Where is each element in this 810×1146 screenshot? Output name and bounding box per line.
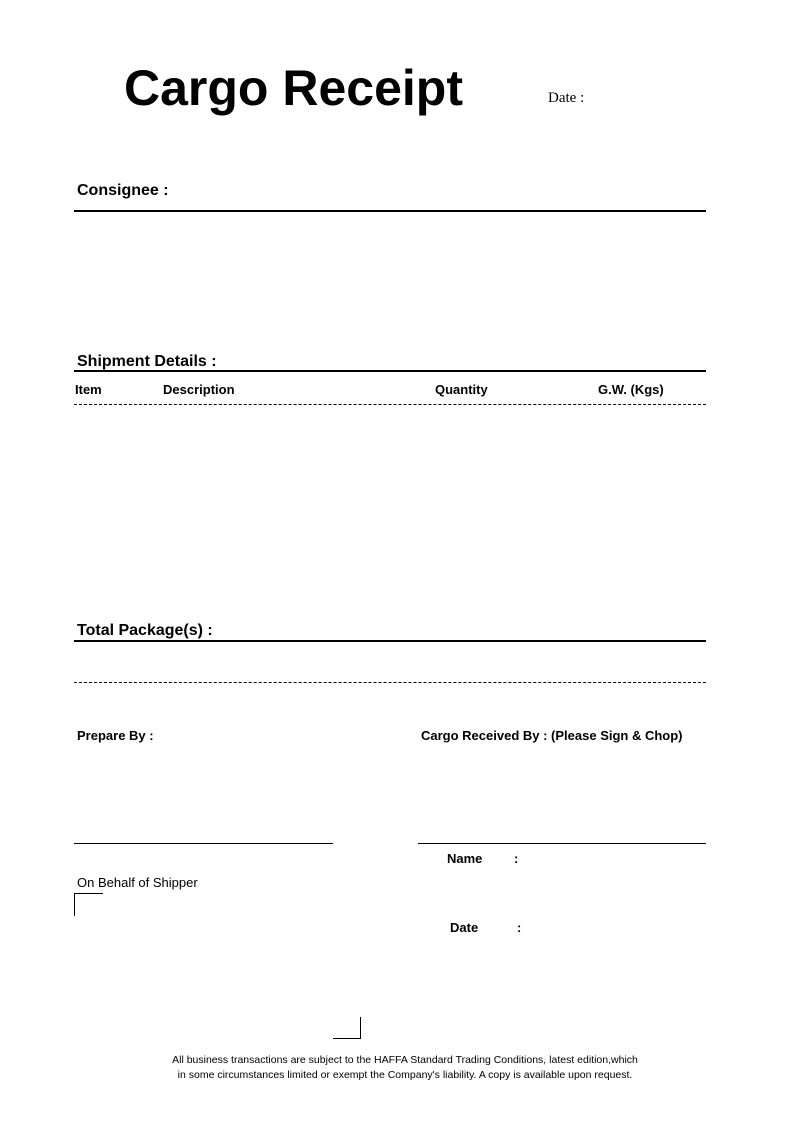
name-label: Name <box>447 851 483 866</box>
total-rule <box>74 640 706 642</box>
name-colon: : <box>514 851 519 866</box>
prepare-signature-line <box>74 843 333 844</box>
chop-box-corner-bottom-right <box>333 1017 361 1039</box>
footer-line-1: All business transactions are subject to the HAFFA Standard Trading Conditions, latest edition,which <box>172 1054 638 1066</box>
column-header-description: Description <box>163 382 235 397</box>
date-colon: : <box>517 920 522 935</box>
consignee-rule <box>74 210 706 212</box>
prepare-by-label: Prepare By : <box>77 728 154 743</box>
chop-box-corner-top-left <box>74 893 103 916</box>
shipment-rule <box>74 370 706 372</box>
column-header-item: Item <box>75 382 102 397</box>
column-header-gw: G.W. (Kgs) <box>598 382 664 397</box>
cargo-received-by-label: Cargo Received By : (Please Sign & Chop) <box>421 728 683 743</box>
received-signature-line <box>418 843 706 844</box>
consignee-label: Consignee : <box>77 182 169 199</box>
shipment-details-label: Shipment Details : <box>77 353 217 370</box>
date-label: Date <box>450 920 479 935</box>
header-date-label: Date : <box>548 90 585 106</box>
total-packages-label: Total Package(s) : <box>77 622 213 639</box>
total-dashed-divider <box>74 682 706 683</box>
on-behalf-of-shipper-label: On Behalf of Shipper <box>77 875 198 890</box>
footer-terms <box>100 1053 710 1083</box>
page-title: Cargo Receipt <box>124 60 463 116</box>
column-header-quantity: Quantity <box>435 382 488 397</box>
footer-line-2: in some circumstances limited or exempt the Company's liability. A copy is available upon request. <box>177 1069 633 1081</box>
shipment-header-divider <box>74 404 706 405</box>
